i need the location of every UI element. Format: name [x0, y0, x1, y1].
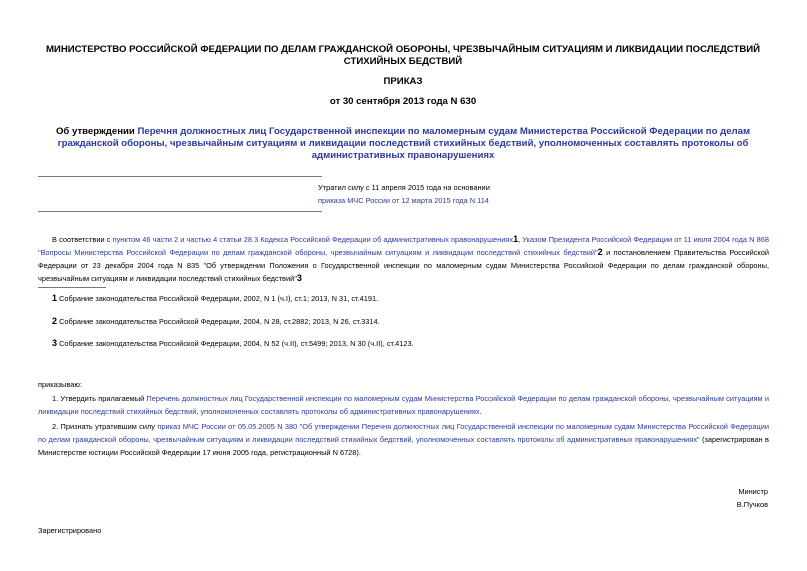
footnote-text: Собрание законодательства Российской Федерации, 2004, N 28, ст.2882; 2013, N 26, ст.3314.: [57, 317, 380, 326]
registered-label: Зарегистрировано: [38, 526, 102, 535]
document-date: от 30 сентября 2013 года N 630: [329, 96, 477, 107]
title-link[interactable]: Перечня должностных лиц Государственной инспекции по маломерным судам Министерства Российской Федерации по делам гражданской обороны, чрезвычайным ситуациям и ликвидации последствий стихийных бедствий, уполномоченных составлять протоколы об административных правонарушениях: [57, 126, 751, 161]
order-text: (зарегистрирован в Министерстве юстиции Российской Федерации 17 июня 2005 года, регистрационный N 6728).: [38, 435, 769, 457]
order-item-1: [38, 392, 769, 418]
signature-name: В.Пучков: [736, 500, 768, 509]
order-text: 1. Утвердить прилагаемый: [52, 394, 147, 403]
footnote-divider: [38, 287, 106, 288]
footnote-mark: 2: [597, 247, 603, 257]
footnote-mark: 3: [296, 273, 302, 283]
preamble-text: В соответствии с: [52, 235, 113, 244]
footnote-text: Собрание законодательства Российской Федерации, 2004, N 52 (ч.II), ст.5499; 2013, N 30 (ч.II), ст.4123.: [57, 339, 414, 348]
footnote: [52, 338, 414, 348]
preamble-text: ,: [518, 235, 523, 244]
order-text: .: [479, 407, 482, 416]
footnote: [52, 316, 380, 326]
document-type: ПРИКАЗ: [383, 76, 423, 87]
list-link[interactable]: Перечень должностных лиц Государственной инспекции по маломерным судам Министерства Российской Федерации по делам гражданской обороны, чрезвычайным ситуациям и ликвидации последствий стихийных бедствий, уполномоченных составлять протоколы об административных правонарушениях: [38, 394, 769, 416]
order-item-2: [38, 420, 769, 459]
status-text: Утратил силу с 11 апреля 2015 года на основании: [318, 183, 490, 192]
signature-position: Министр: [738, 487, 768, 496]
title-prefix: Об утверждении: [55, 126, 138, 137]
order-command: приказываю:: [38, 380, 82, 389]
preamble-text: и постановлением Правительства Российской Федерации от 23 декабря 2004 года N 835 "Об утверждении Положения о Государственной инспекции по маломерным судам Министерства Российской Федерации по делам гражданской обороны, чрезвычайным ситуациям и ликвидации последствий стихийных бедствий": [38, 248, 769, 283]
footnote-mark: 3: [52, 338, 58, 348]
old-order-link[interactable]: приказ МЧС России от 05.05.2005 N 380 "Об утверждении Перечня должностных лиц Государственной инспекции по маломерным судам Министерства Российской Федерации по делам гражданской обороны, чрезвычайным ситуациям и ликвидации последствий стихийных бедствий, уполномоченных составлять протоколы об административных правонарушениях": [38, 422, 769, 444]
koap-link[interactable]: пунктом 46 части 2 и частью 4 статьи 28.3 Кодекса Российской Федерации об административных правонарушениях: [112, 235, 514, 244]
footnote-mark: 1: [52, 293, 58, 303]
footnote-mark: 2: [52, 316, 58, 326]
order-text: 2. Признать утратившим силу: [52, 422, 158, 431]
divider: [38, 211, 322, 212]
divider: [38, 176, 322, 177]
ministry-heading: МИНИСТЕРСТВО РОССИЙСКОЙ ФЕДЕРАЦИИ ПО ДЕЛАМ ГРАЖДАНСКОЙ ОБОРОНЫ, ЧРЕЗВЫЧАЙНЫМ СИТУАЦИЯМ И ЛИКВИДАЦИИ ПОСЛЕДСТВИЙ СТИХИЙНЫХ БЕДСТВИЙ: [45, 44, 761, 67]
footnote-mark: 1: [513, 234, 519, 244]
footnote: [52, 293, 378, 303]
decree-link[interactable]: Указом Президента Российской Федерации от 11 июля 2004 года N 868 "Вопросы Министерства Российской Федерации по делам гражданской обороны, чрезвычайным ситуациям и ликвидации последствий стихийных бедствий": [38, 235, 770, 257]
preamble-paragraph: [38, 233, 769, 285]
repeal-order-link[interactable]: приказа МЧС России от 12 марта 2015 года N 114: [318, 196, 489, 205]
page-title: [38, 126, 768, 162]
footnote-text: Собрание законодательства Российской Федерации, 2002, N 1 (ч.I), ст.1; 2013, N 31, ст.4191.: [57, 294, 379, 303]
